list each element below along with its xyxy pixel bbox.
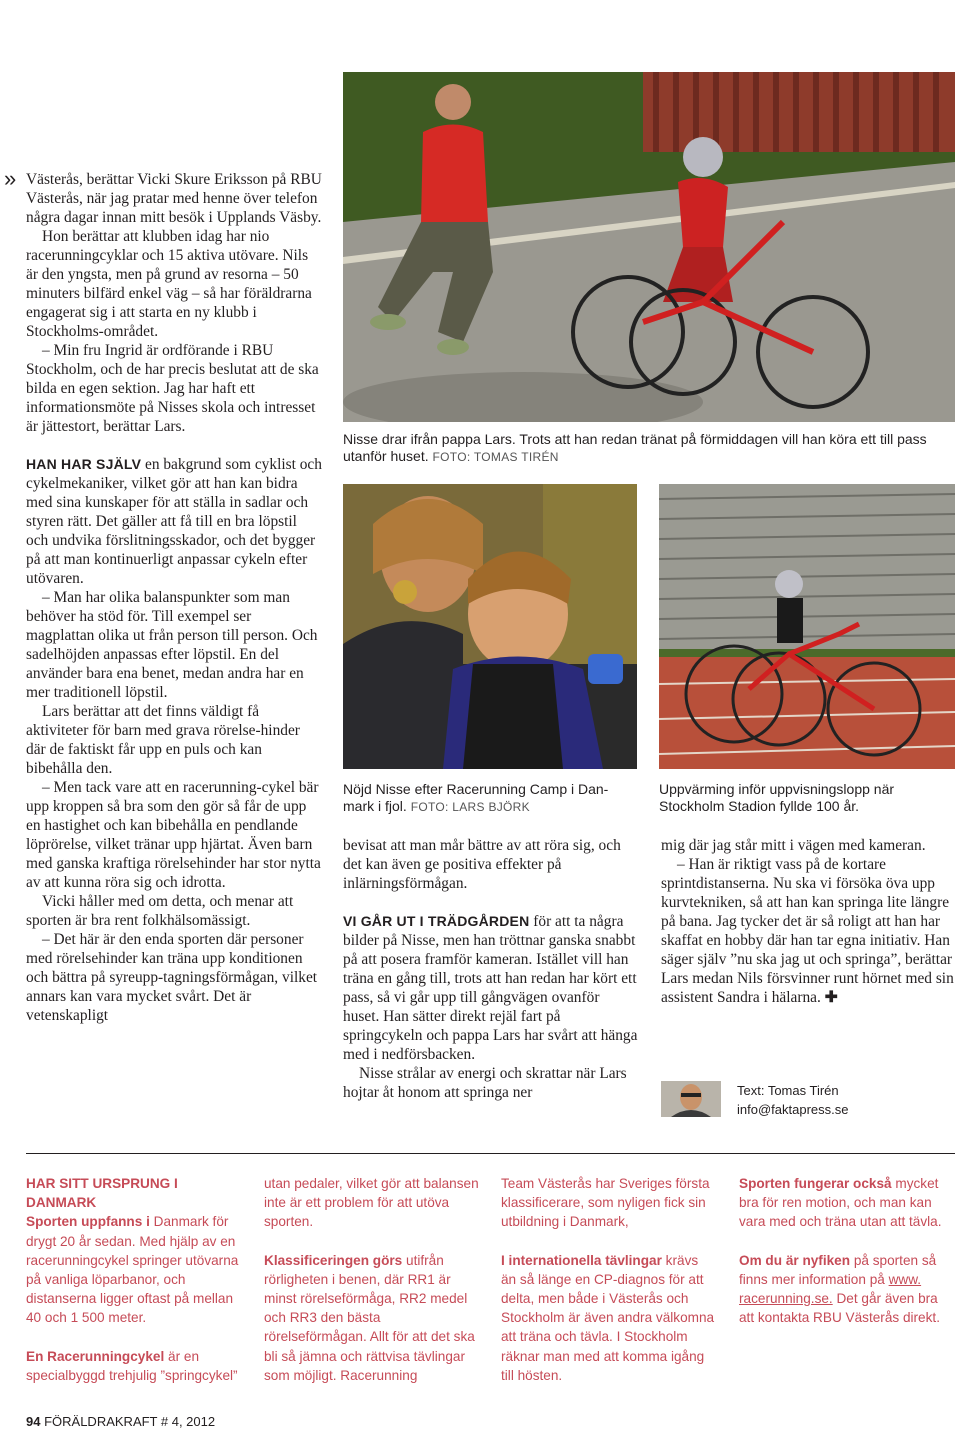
factbox-lead: En Racerunningcykel <box>26 1348 165 1364</box>
paragraph: – Men tack vare att en racerunning-cykel bär upp kroppen så bra som den gör så får de upp en hastighet och kan bibehålla en pendlande löprörelse, vilket tränar upp hjärtat. Även barn med ganska kraftiga rörelsehinder har stor nytta av att kunna röra sig och idrotta. <box>26 779 321 891</box>
factbox-text: på sporten så finns mer information på <box>739 1252 937 1287</box>
factbox-lead: Sporten fungerar också <box>739 1176 892 1191</box>
paragraph <box>661 855 957 1007</box>
paragraph: bevisat att man mår bättre av att röra sig, och det kan även ge positiva effekter på inlärningsförmågan. <box>343 837 621 892</box>
factbox-text: Danmark för drygt 20 år sedan. Med hjälp av en racerunningcykel springer utövarna på vanliga löparbanor, och distanserna ligger oftast på mellan 40 och 1 500 meter. <box>26 1214 239 1326</box>
factbox-column-4 <box>739 1174 955 1346</box>
factbox-text: utifrån rörligheten i benen, där RR1 är minst rörelseförmåga, RR2 medel och RR3 den bästa rörelseförmågan. Allt för att det ska bli så jämna och rättvisa tävlingar som möjligt. Racerunning <box>264 1252 475 1383</box>
paragraph: Vicki håller med om detta, och menar att sporten är bra rent folkhälsomässigt. <box>26 893 294 929</box>
factbox-column-3 <box>501 1174 717 1404</box>
article-column-3 <box>661 836 957 1007</box>
article-column-1 <box>26 170 322 1025</box>
paragraph <box>26 455 322 588</box>
paragraph: Västerås, berättar Vicki Skure Eriksson på RBU Västerås, när jag pratar med henne över telefon några dagar innan mitt besök i Upplands Väsby. <box>26 171 322 226</box>
photo-caption-mid-right <box>659 781 955 815</box>
factbox-text: mycket bra för ren motion, och man kan vara med och träna utan att tävla. <box>739 1176 942 1230</box>
photo-caption-top <box>343 431 955 466</box>
caption-text: Nisse drar ifrån pappa Lars. Trots att han redan tränat på förmiddagen vill han köra ett till pass utanför huset. <box>343 431 927 464</box>
factbox-text: är en specialbyggd trehjulig ”springcykel” <box>26 1348 238 1383</box>
section-lead: HAN HAR SJÄLV <box>26 456 142 472</box>
factbox-text: Team Västerås har Sveriges första klassificerare, som nyligen fick sin utbildning i Danmark, <box>501 1176 710 1230</box>
article-column-2 <box>343 836 639 1102</box>
factbox-lead: I internationella tävlingar <box>501 1252 662 1268</box>
paragraph-text: för att ta några bilder på Nisse, men han tröttnar ganska snabbt på att posera framför kameran. Istället vill han träna en gång till, trots att han redan har kört ett pass, så vi går upp till gångvägen ovanför huset. Han sätter direkt rejäl fart på springcykeln och pappa Lars har svårt att hänga med i nedförsbacken. <box>343 913 638 1063</box>
magazine-issue: FÖRÄLDRAKRAFT # 4, 2012 <box>44 1414 216 1429</box>
paragraph: Nisse strålar av energi och skrattar när Lars hojtar åt honom att springa ner <box>343 1065 627 1101</box>
end-mark-icon: ✚ <box>824 989 838 1006</box>
photo-nisse-running <box>343 72 955 422</box>
author-portrait <box>661 1081 721 1117</box>
section-lead: VI GÅR UT I TRÄDGÅRDEN <box>343 913 530 929</box>
photo-caption-mid-left <box>343 781 637 816</box>
paragraph: – Man har olika balanspunkter som man behöver ha stöd för. Till exempel ser magplattan olika ut från person till person. Och sadelhöjden anpassas efter löpstil. En del använder bara ena benet, medan andra har en mer traditionell löpstil. <box>26 589 318 701</box>
byline <box>737 1081 848 1119</box>
paragraph: – Det här är den enda sporten där personer med rörelsehinder kan träna upp konditionen och bättra på syreupp-tagningsförmågan, vilket annars kan vara mycket svårt. Det är vetenskapligt <box>26 931 318 1024</box>
author-name: Text: Tomas Tirén <box>737 1083 839 1098</box>
photo-credit: FOTO: LARS BJÖRK <box>410 800 530 814</box>
page-number: 94 <box>26 1414 41 1429</box>
paragraph-text: – Han är riktigt vass på de kortare sprintdistanserna. Nu ska vi försöka öva upp kurvtekniken, så att han kan springa lite längre på bana. Jag tycker det är så roligt att han har skaffat en hobby där han tar egna initiativ. Han säger själv ”nu ska jag ut och springa”, berättar Lars medan Nils försvinner runt hörnet med sin assistent Sandra i hälarna. <box>661 856 954 1006</box>
factbox-heading: HAR SITT URSPRUNG I DANMARK <box>26 1176 178 1211</box>
factbox-text: Det går även bra att kontakta RBU Västerås direkt. <box>739 1291 940 1326</box>
website-link[interactable]: www. racerunning.se. <box>739 1271 922 1307</box>
factbox-text: utan pedaler, vilket gör att balansen inte är ett problem för att utöva sporten. <box>264 1176 479 1230</box>
page-footer <box>26 1414 215 1429</box>
photo-stadium-warmup <box>659 484 955 769</box>
caption-text: Uppvärming inför uppvisningslopp när Stockholm Stadion fyllde 100 år. <box>659 781 895 814</box>
paragraph <box>343 912 639 1064</box>
factbox-lead: Klassificeringen görs <box>264 1252 403 1268</box>
caption-text: Nöjd Nisse efter Racerunning Camp i Dan-mark i fjol. <box>343 781 609 814</box>
divider <box>26 1153 955 1154</box>
pull-quote-mark: » <box>4 166 17 191</box>
paragraph: Hon berättar att klubben idag har nio racerunningcyklar och 15 aktiva utövare. Nils är den yngsta, men på grund av resorna – 50 minuters bilfärd enkel väg – så har föräldrarna engagerat sig i att starta en ny klubb i Stockholms-området. <box>26 228 312 340</box>
paragraph: – Min fru Ingrid är ordförande i RBU Stockholm, och de har precis beslutat att de ska bilda en egen sektion. Jag har haft ett informationsmöte på Nisses skola och intresset är jättestort, berättar Lars. <box>26 342 319 435</box>
photo-credit: FOTO: TOMAS TIRÉN <box>432 450 559 464</box>
factbox-column-2 <box>264 1174 480 1404</box>
author-email[interactable]: info@faktapress.se <box>737 1102 849 1117</box>
factbox-lead: Sporten uppfanns i <box>26 1214 150 1230</box>
factbox-lead: Om du är nyfiken <box>739 1252 851 1268</box>
factbox-column-1 <box>26 1174 242 1404</box>
photo-nisse-medal <box>343 484 637 769</box>
factbox-text: krävs än så länge en CP-diagnos för att delta, men både i Västerås och Stockholm är även andra välkomna att träna och tävla. I Stockholm räknar man med att komma igång till hösten. <box>501 1252 715 1383</box>
paragraph: mig där jag står mitt i vägen med kameran. <box>661 837 926 854</box>
paragraph-text: en bakgrund som cyklist och cykelmekaniker, vilket gör att han kan bidra med sina kunskaper för att ställa in sadlar och styren rätt. Det gäller att få till en bra löpstil och undvika förslitningsskador, och det bygger på att man kontinuerligt anpassar cykeln efter utövaren. <box>26 456 322 587</box>
paragraph: Lars berättar att det finns väldigt få aktiviteter för barn med grava rörelse-hinder där de faktiskt får upp en puls och kan bibehålla den. <box>26 703 300 777</box>
